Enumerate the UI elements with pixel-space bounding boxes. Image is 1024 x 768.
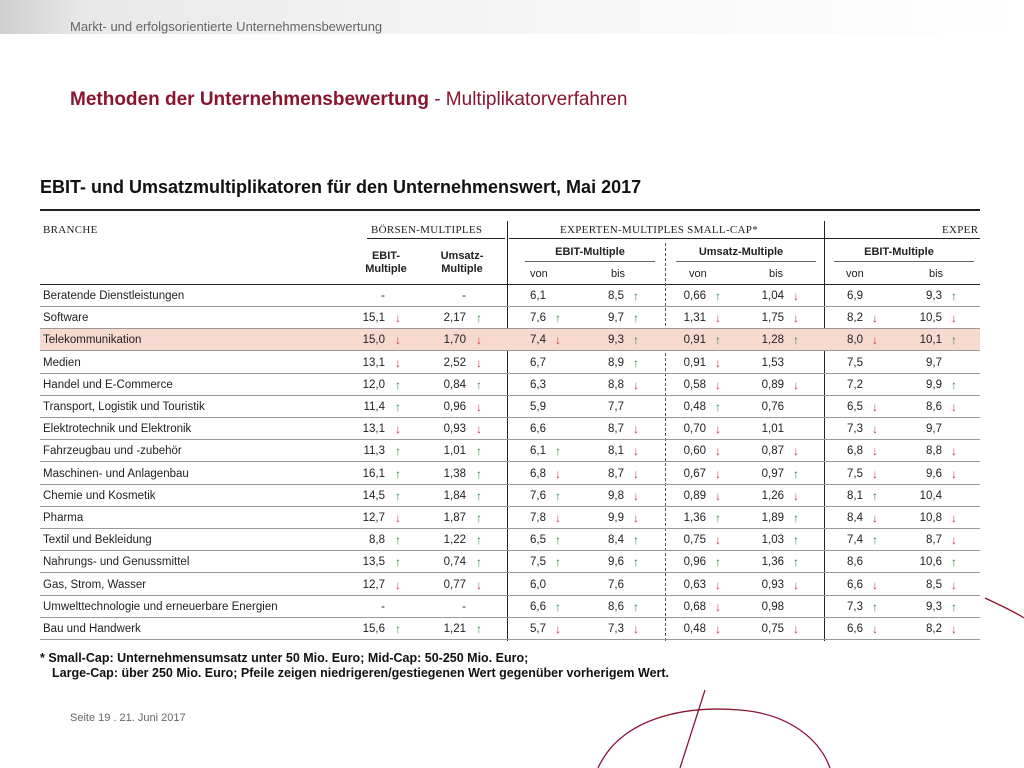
arrow-up-icon: ↑ <box>793 466 799 481</box>
cell-b-ebit: 12,0 <box>362 378 385 391</box>
cell-s-ebit-bis: 9,6 <box>608 556 624 569</box>
row-branche: Medien <box>43 356 81 369</box>
cell-s-ums-bis: 1,75 <box>761 312 784 325</box>
cell-b-ums: 0,93 <box>443 423 466 436</box>
table-title: EBIT- und Umsatzmultiplikatoren für den Unternehmenswert, Mai 2017 <box>40 177 642 197</box>
cell-s-ums-von: 0,68 <box>683 600 706 613</box>
cell-m-von: 7,4 <box>847 534 863 547</box>
arrow-up-icon: ↑ <box>715 555 721 570</box>
header-bis-3: bis <box>929 268 944 280</box>
cell-m-von: 7,3 <box>847 600 863 613</box>
arrow-down-icon: ↓ <box>555 333 561 348</box>
arrow-up-icon: ↑ <box>476 444 482 459</box>
arrow-down-icon: ↓ <box>715 577 721 592</box>
cell-s-ebit-von: 6,7 <box>530 356 546 369</box>
cell-s-ums-bis: 0,75 <box>761 623 784 635</box>
cell-s-ums-von: 0,63 <box>683 578 706 591</box>
header-boersen-umsatz: Umsatz- Multiple <box>440 250 484 275</box>
arrow-down-icon: ↓ <box>951 466 957 481</box>
arrow-up-icon: ↑ <box>555 311 561 326</box>
arrow-down-icon: ↓ <box>951 577 957 592</box>
arrow-up-icon: ↑ <box>395 444 401 459</box>
arrow-down-icon: ↓ <box>715 622 721 636</box>
cell-s-ums-von: 0,91 <box>683 334 706 347</box>
arrow-down-icon: ↓ <box>872 577 878 592</box>
header-ebit-multiple: EBIT-Multiple <box>555 246 625 258</box>
cell-s-ebit-bis: 8,7 <box>608 423 624 436</box>
cell-m-bis: 9,3 <box>926 290 942 302</box>
arrow-down-icon: ↓ <box>793 289 799 303</box>
arrow-up-icon: ↑ <box>872 599 878 614</box>
header-von-1: von <box>530 268 548 280</box>
arrow-up-icon: ↑ <box>633 311 639 326</box>
cell-m-bis: 10,8 <box>919 512 942 524</box>
arrow-up-icon: ↑ <box>555 533 561 548</box>
cell-b-ebit: 16,1 <box>362 467 385 480</box>
arrow-down-icon: ↓ <box>951 444 957 459</box>
arrow-down-icon: ↓ <box>872 444 878 459</box>
arrow-down-icon: ↓ <box>872 400 878 414</box>
arrow-down-icon: ↓ <box>633 488 639 503</box>
cell-m-von: 8,4 <box>847 512 863 524</box>
arrow-down-icon: ↓ <box>555 622 561 636</box>
arrow-down-icon: ↓ <box>395 311 401 326</box>
row-branche: Gas, Strom, Wasser <box>43 578 147 591</box>
arrow-up-icon: ↑ <box>951 599 957 614</box>
arrow-down-icon: ↓ <box>715 377 721 392</box>
cell-m-bis: 10,6 <box>919 556 942 569</box>
cell-s-ums-bis: 0,76 <box>761 401 784 413</box>
cell-m-bis: 9,7 <box>926 423 942 436</box>
footer-page: Seite 19 . 21. Juni 2017 <box>70 712 186 724</box>
cell-s-ebit-bis: 9,7 <box>608 312 624 325</box>
cell-s-ums-von: 0,89 <box>683 489 706 502</box>
arrow-down-icon: ↓ <box>872 466 878 481</box>
cell-m-bis: 8,8 <box>926 445 942 458</box>
arrow-up-icon: ↑ <box>555 555 561 570</box>
row-branche: Fahrzeugbau und -zubehör <box>43 445 182 458</box>
breadcrumb: Markt- und erfolgsorientierte Unternehmensbewertung <box>70 19 383 34</box>
cell-s-ebit-bis: 8,4 <box>608 534 624 547</box>
arrow-down-icon: ↓ <box>872 622 878 636</box>
arrow-down-icon: ↓ <box>951 311 957 326</box>
cell-s-ebit-bis: 8,1 <box>608 445 624 458</box>
cell-s-ums-von: 1,31 <box>683 312 706 325</box>
cell-m-bis: 10,5 <box>919 312 942 325</box>
arrow-up-icon: ↑ <box>715 511 721 525</box>
cell-s-ums-bis: 0,87 <box>761 445 784 458</box>
arrow-up-icon: ↑ <box>395 400 401 414</box>
cell-b-ums: 0,84 <box>443 378 466 391</box>
cell-b-ebit: 14,5 <box>362 489 385 502</box>
cell-s-ums-bis: 0,97 <box>761 467 784 480</box>
cell-s-ums-bis: 0,93 <box>761 578 784 591</box>
cell-m-von: 6,6 <box>847 623 863 635</box>
cell-b-ums: 1,21 <box>443 623 466 635</box>
arrow-down-icon: ↓ <box>872 333 878 348</box>
arrow-down-icon: ↓ <box>633 466 639 481</box>
cell-s-ebit-von: 6,1 <box>530 445 546 458</box>
cell-b-ums: 1,87 <box>443 512 466 524</box>
arrow-down-icon: ↓ <box>395 422 401 437</box>
arrow-down-icon: ↓ <box>793 488 799 503</box>
arrow-down-icon: ↓ <box>633 422 639 437</box>
col-branche: BRANCHE <box>43 224 98 236</box>
cell-s-ebit-von: 7,4 <box>530 334 546 347</box>
cell-s-ums-bis: 0,89 <box>761 378 784 391</box>
arrow-up-icon: ↑ <box>476 466 482 481</box>
cell-m-von: 8,0 <box>847 334 863 347</box>
arrow-down-icon: ↓ <box>715 422 721 437</box>
arrow-down-icon: ↓ <box>951 622 957 636</box>
arrow-up-icon: ↑ <box>951 289 957 303</box>
cell-s-ebit-von: 6,6 <box>530 423 546 436</box>
row-branche: Handel und E-Commerce <box>43 378 173 391</box>
cell-b-ums: 1,01 <box>443 445 466 458</box>
cell-b-ebit: 11,4 <box>363 401 385 413</box>
cell-m-bis: 9,7 <box>926 356 942 369</box>
header-ebit-multiple-2: EBIT-Multiple <box>864 246 934 258</box>
arrow-up-icon: ↑ <box>476 488 482 503</box>
cell-m-von: 7,2 <box>847 378 863 391</box>
cell-b-ums: 0,77 <box>443 578 466 591</box>
arrow-down-icon: ↓ <box>793 377 799 392</box>
cell-s-ebit-bis: 9,3 <box>608 334 624 347</box>
arrow-up-icon: ↑ <box>951 333 957 348</box>
cell-b-ebit: 11,3 <box>363 445 385 458</box>
footnote-line-1: * Small-Cap: Unternehmensumsatz unter 50 Mio. Euro; Mid-Cap: 50-250 Mio. Euro; <box>40 651 529 665</box>
arrow-up-icon: ↑ <box>793 555 799 570</box>
cell-s-ebit-bis: 8,6 <box>608 600 624 613</box>
arrow-down-icon: ↓ <box>476 333 482 348</box>
arrow-down-icon: ↓ <box>951 511 957 525</box>
arrow-up-icon: ↑ <box>715 289 721 303</box>
cell-s-ebit-von: 6,0 <box>530 578 546 591</box>
cell-s-ebit-bis: 7,6 <box>608 578 624 591</box>
cell-s-ums-bis: 1,03 <box>761 534 784 547</box>
group-boersen-multiples: BÖRSEN-MULTIPLES <box>371 224 483 236</box>
cell-s-ebit-bis: 9,9 <box>608 512 624 524</box>
cell-b-ums: 0,96 <box>443 401 466 413</box>
arrow-down-icon: ↓ <box>555 511 561 525</box>
arrow-up-icon: ↑ <box>476 511 482 525</box>
arrow-up-icon: ↑ <box>395 533 401 548</box>
cell-s-ebit-bis: 7,7 <box>608 401 624 413</box>
cell-b-ums: 1,84 <box>443 489 466 502</box>
cell-s-ebit-von: 7,8 <box>530 512 546 524</box>
cell-m-von: 6,6 <box>847 578 863 591</box>
cell-s-ums-bis: 0,98 <box>761 600 784 613</box>
cell-m-bis: 9,6 <box>926 467 942 480</box>
cell-m-bis: 9,3 <box>926 600 942 613</box>
cell-s-ums-von: 0,70 <box>683 423 706 436</box>
row-branche: Elektrotechnik und Elektronik <box>43 423 192 436</box>
decorative-line-1 <box>680 690 705 768</box>
cell-s-ums-bis: 1,04 <box>761 290 784 302</box>
cell-m-von: 6,5 <box>847 401 863 413</box>
group-experten-multiples: EXPERTEN-MULTIPLES SMALL-CAP* <box>560 224 759 236</box>
cell-m-von: 7,3 <box>847 423 863 436</box>
cell-m-von: 6,9 <box>847 290 863 302</box>
cell-s-ums-von: 0,91 <box>683 356 706 369</box>
cell-s-ebit-von: 6,1 <box>530 290 546 302</box>
cell-s-ebit-bis: 8,7 <box>608 467 624 480</box>
page-title-subtitle: - Multiplikatorverfahren <box>428 89 628 110</box>
footnote-line-2: Large-Cap: über 250 Mio. Euro; Pfeile zeigen niedrigeren/gestiegenen Wert gegenüber vorherigem Wert. <box>52 666 670 680</box>
arrow-down-icon: ↓ <box>951 533 957 548</box>
arrow-up-icon: ↑ <box>476 622 482 636</box>
arrow-up-icon: ↑ <box>395 466 401 481</box>
arrow-down-icon: ↓ <box>476 577 482 592</box>
cell-s-ums-von: 0,75 <box>683 534 706 547</box>
cell-b-ebit: 13,1 <box>362 423 385 436</box>
cell-b-ebit: 12,7 <box>362 512 385 524</box>
cell-s-ebit-von: 6,5 <box>530 534 546 547</box>
arrow-up-icon: ↑ <box>793 333 799 348</box>
cell-m-von: 6,8 <box>847 445 863 458</box>
arrow-up-icon: ↑ <box>555 599 561 614</box>
row-branche: Bau und Handwerk <box>43 623 141 635</box>
header-von-2: von <box>689 268 707 280</box>
arrow-up-icon: ↑ <box>555 444 561 459</box>
arrow-up-icon: ↑ <box>633 333 639 348</box>
arrow-up-icon: ↑ <box>872 533 878 548</box>
cell-m-bis: 8,6 <box>926 401 942 413</box>
cell-s-ebit-von: 6,8 <box>530 467 546 480</box>
header-von-3: von <box>846 268 864 280</box>
arrow-down-icon: ↓ <box>476 422 482 437</box>
cell-b-ums: 1,38 <box>443 467 466 480</box>
cell-m-von: 8,2 <box>847 312 863 325</box>
cell-b-ebit: - <box>381 290 385 302</box>
cell-b-ebit: 13,1 <box>362 356 385 369</box>
arrow-down-icon: ↓ <box>715 444 721 459</box>
cell-s-ebit-bis: 8,8 <box>608 378 624 391</box>
cell-s-ums-von: 0,48 <box>683 401 706 413</box>
arrow-down-icon: ↓ <box>872 422 878 437</box>
cell-b-ums: 1,22 <box>443 534 466 547</box>
arrow-up-icon: ↑ <box>793 511 799 525</box>
arrow-up-icon: ↑ <box>633 289 639 303</box>
arrow-up-icon: ↑ <box>395 622 401 636</box>
arrow-up-icon: ↑ <box>633 533 639 548</box>
cell-b-ebit: 15,6 <box>362 623 385 635</box>
arrow-down-icon: ↓ <box>476 400 482 414</box>
cell-s-ums-von: 0,67 <box>683 467 706 480</box>
cell-s-ebit-bis: 8,5 <box>608 290 624 302</box>
row-branche: Transport, Logistik und Touristik <box>43 401 205 413</box>
cell-s-ums-bis: 1,89 <box>761 512 784 524</box>
arrow-up-icon: ↑ <box>951 377 957 392</box>
arrow-down-icon: ↓ <box>715 488 721 503</box>
cell-b-ebit: 13,5 <box>362 556 385 569</box>
arrow-down-icon: ↓ <box>633 511 639 525</box>
cell-s-ebit-von: 6,3 <box>530 378 546 391</box>
cell-s-ebit-von: 7,6 <box>530 312 546 325</box>
cell-s-ums-von: 0,58 <box>683 378 706 391</box>
arrow-up-icon: ↑ <box>476 533 482 548</box>
arrow-down-icon: ↓ <box>793 577 799 592</box>
arrow-up-icon: ↑ <box>633 555 639 570</box>
cell-m-von: 8,1 <box>847 489 863 502</box>
row-branche: Beratende Dienstleistungen <box>43 290 185 302</box>
arrow-down-icon: ↓ <box>395 511 401 525</box>
arrow-down-icon: ↓ <box>793 622 799 636</box>
header-bis-2: bis <box>769 268 784 280</box>
arrow-down-icon: ↓ <box>633 444 639 459</box>
cell-b-ums: 1,70 <box>443 334 466 347</box>
arrow-down-icon: ↓ <box>395 333 401 348</box>
cell-m-bis: 8,5 <box>926 578 942 591</box>
cell-b-ebit: 15,1 <box>362 312 385 325</box>
cell-s-ums-bis: 1,28 <box>761 334 784 347</box>
arrow-down-icon: ↓ <box>872 511 878 525</box>
arrow-down-icon: ↓ <box>555 466 561 481</box>
arrow-down-icon: ↓ <box>395 355 401 370</box>
row-branche: Maschinen- und Anlagenbau <box>43 467 189 480</box>
cell-b-ums: 2,17 <box>443 312 466 325</box>
cell-s-ebit-von: 5,9 <box>530 401 546 413</box>
arrow-down-icon: ↓ <box>793 311 799 326</box>
arrow-up-icon: ↑ <box>633 599 639 614</box>
cell-s-ums-bis: 1,26 <box>761 489 784 502</box>
arrow-up-icon: ↑ <box>395 377 401 392</box>
header-bis-1: bis <box>611 268 626 280</box>
arrow-down-icon: ↓ <box>715 311 721 326</box>
cell-b-ums: 2,52 <box>443 356 466 369</box>
arrow-up-icon: ↑ <box>476 311 482 326</box>
cell-m-von: 7,5 <box>847 356 863 369</box>
cell-b-ums: - <box>462 290 466 302</box>
header-umsatz-multiple: Umsatz-Multiple <box>698 246 784 258</box>
arrow-down-icon: ↓ <box>715 533 721 548</box>
cell-m-bis: 9,9 <box>926 378 942 391</box>
arrow-up-icon: ↑ <box>476 377 482 392</box>
row-branche: Pharma <box>43 512 84 524</box>
row-branche: Software <box>43 312 89 325</box>
arrow-up-icon: ↑ <box>633 355 639 370</box>
arrow-up-icon: ↑ <box>793 533 799 548</box>
cell-s-ebit-bis: 8,9 <box>608 356 624 369</box>
arrow-down-icon: ↓ <box>793 444 799 459</box>
arrow-down-icon: ↓ <box>476 355 482 370</box>
cell-s-ebit-von: 5,7 <box>530 623 546 635</box>
arrow-down-icon: ↓ <box>715 599 721 614</box>
decorative-arc-1 <box>598 709 830 768</box>
cell-m-bis: 8,2 <box>926 623 942 635</box>
arrow-up-icon: ↑ <box>715 333 721 348</box>
cell-s-ums-bis: 1,36 <box>761 556 784 569</box>
group-exper: EXPER <box>942 224 979 236</box>
cell-s-ums-von: 1,36 <box>683 512 706 524</box>
row-branche: Nahrungs- und Genussmittel <box>43 556 190 569</box>
cell-m-bis: 10,1 <box>919 334 942 347</box>
cell-s-ums-bis: 1,53 <box>761 356 784 369</box>
header-boersen-ebit: EBIT- Multiple <box>365 250 407 275</box>
cell-s-ebit-bis: 7,3 <box>608 623 624 635</box>
cell-m-von: 8,6 <box>847 556 863 569</box>
cell-b-ebit: 8,8 <box>369 534 385 547</box>
arrow-up-icon: ↑ <box>395 555 401 570</box>
cell-s-ebit-bis: 9,8 <box>608 489 624 502</box>
arrow-up-icon: ↑ <box>951 555 957 570</box>
arrow-up-icon: ↑ <box>715 400 721 414</box>
arrow-down-icon: ↓ <box>633 377 639 392</box>
cell-s-ebit-von: 7,5 <box>530 556 546 569</box>
row-branche: Telekommunikation <box>43 334 142 347</box>
cell-m-von: 7,5 <box>847 467 863 480</box>
arrow-down-icon: ↓ <box>395 577 401 592</box>
cell-m-bis: 8,7 <box>926 534 942 547</box>
row-branche: Chemie und Kosmetik <box>43 489 156 502</box>
cell-s-ebit-von: 7,6 <box>530 489 546 502</box>
cell-b-ums: 0,74 <box>443 556 466 569</box>
cell-s-ebit-von: 6,6 <box>530 600 546 613</box>
row-branche: Textil und Bekleidung <box>43 534 152 547</box>
arrow-down-icon: ↓ <box>715 466 721 481</box>
arrow-down-icon: ↓ <box>633 622 639 636</box>
arrow-down-icon: ↓ <box>951 400 957 414</box>
cell-s-ums-von: 0,66 <box>683 290 706 302</box>
cell-s-ums-von: 0,48 <box>683 623 706 635</box>
arrow-up-icon: ↑ <box>476 555 482 570</box>
page-title-bold: Methoden der Unternehmensbewertung <box>70 89 429 110</box>
cell-b-ebit: - <box>381 600 385 613</box>
cell-s-ums-von: 0,60 <box>683 445 706 458</box>
row-branche: Umwelttechnologie und erneuerbare Energien <box>43 600 278 613</box>
arrow-up-icon: ↑ <box>555 488 561 503</box>
cell-b-ebit: 12,7 <box>362 578 385 591</box>
cell-s-ums-bis: 1,01 <box>761 423 784 436</box>
arrow-down-icon: ↓ <box>872 311 878 326</box>
arrow-up-icon: ↑ <box>872 488 878 503</box>
arrow-down-icon: ↓ <box>715 355 721 370</box>
cell-m-bis: 10,4 <box>919 489 942 502</box>
arrow-up-icon: ↑ <box>395 488 401 503</box>
cell-s-ums-von: 0,96 <box>683 556 706 569</box>
decorative-arc-2 <box>985 598 1024 618</box>
cell-b-ums: - <box>462 600 466 613</box>
cell-b-ebit: 15,0 <box>362 334 385 347</box>
